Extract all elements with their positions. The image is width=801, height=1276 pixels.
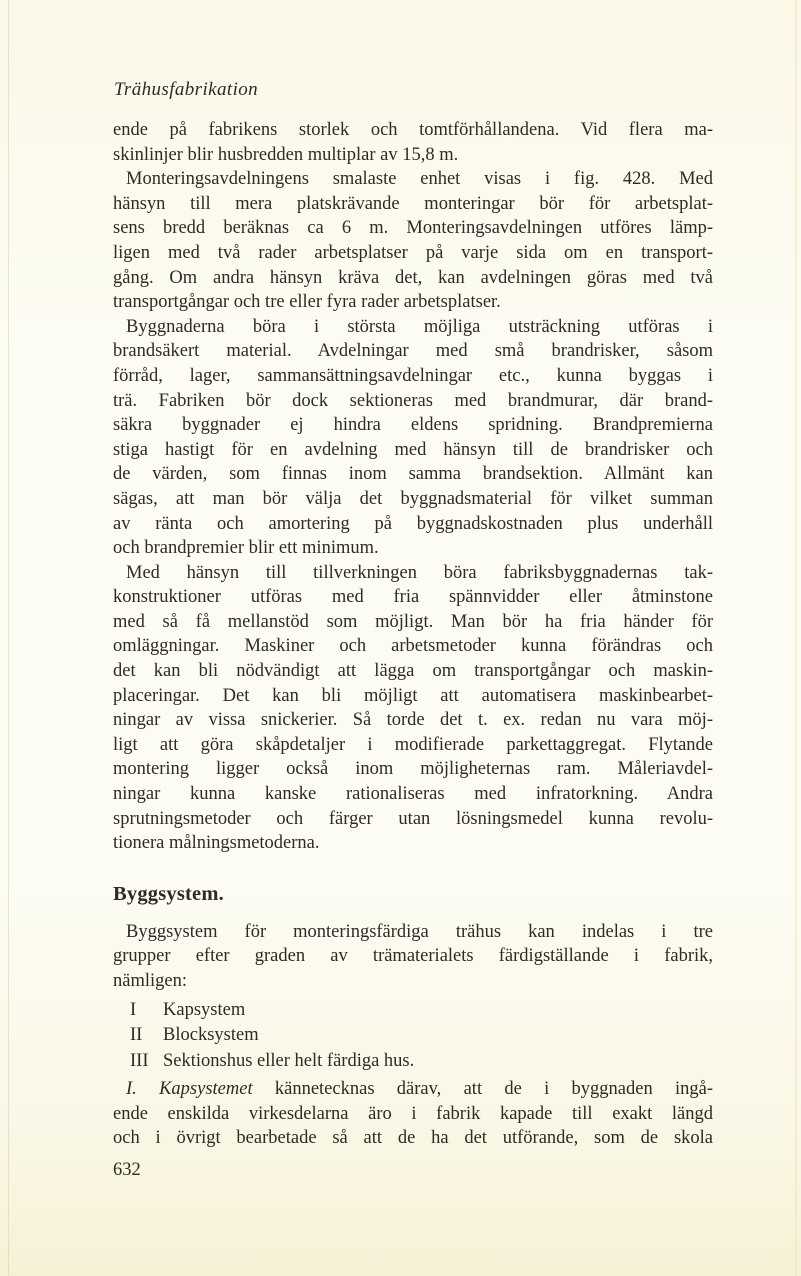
italic-lead: I. Kapsystemet (126, 1079, 253, 1100)
text-line: och i övrigt bearbetade så att de ha det utförande, som de skola (113, 1128, 713, 1149)
text-line: ende på fabrikens storlek och tomtförhållandena. Vid flera ma- (113, 120, 713, 140)
list-numeral: III (130, 1050, 149, 1071)
text-line: säkra byggnader ej hindra eldens spridning. Brandpremierna (113, 415, 713, 436)
paragraph (113, 315, 713, 561)
text-line: brandsäkert material. Avdelningar med små brandrisker, såsom (113, 341, 713, 362)
text-line: I. Kapsystemet kännetecknas därav, att de i byggnaden ingå- (126, 1079, 713, 1100)
text-line: ligt att göra skåpdetaljer i modifierade parkettaggregat. Flytande (113, 734, 713, 755)
text-line: med så få mellanstöd som möjligt. Man bör ha fria händer för (113, 611, 713, 632)
text-line: ningar kunna kanske rationaliseras med infratorkning. Andra (113, 784, 713, 805)
text-line: gång. Om andra hänsyn kräva det, kan avdelningen göras med två (113, 267, 713, 288)
paragraph (113, 920, 713, 994)
list-numeral: II (130, 1025, 143, 1046)
text-line: montering ligger också inom möjligheternas ram. Måleriavdel- (113, 759, 713, 780)
list-numeral: I (130, 999, 137, 1020)
paragraph (113, 118, 713, 167)
body-text (113, 118, 713, 1151)
text-line: Byggsystem för monteringsfärdiga trähus kan indelas i tre (126, 921, 713, 942)
text-line: omläggningar. Maskiner och arbetsmetoder kunna förändras och (113, 636, 713, 657)
text-line: förråd, lager, sammansättningsavdelningar etc., kunna byggas i (113, 365, 713, 386)
text-line: Monteringsavdelningens smalaste enhet visas i fig. 428. Med (126, 169, 713, 190)
list-label: Sektionshus eller helt färdiga hus. (163, 1050, 415, 1071)
building-system-list (113, 998, 713, 1075)
text-line: de värden, som finnas inom samma brandsektion. Allmänt kan (113, 464, 713, 485)
text-line: sprutningsmetoder och färger utan lösningsmedel kunna revolu- (113, 808, 713, 829)
text-line: hänsyn till mera platskrävande monteringar bör för arbetsplat- (113, 193, 713, 214)
page-number: 632 (113, 1160, 141, 1180)
text-line: det kan bli nödvändigt att lägga om transportgångar och maskin- (113, 661, 713, 682)
text-line: av ränta och amortering på byggnadskostnaden plus underhåll (113, 513, 713, 534)
text-line: sens bredd beräknas ca 6 m. Monteringsavdelningen utföres lämp- (113, 218, 713, 239)
text-line: skinlinjer blir husbredden multiplar av 15,8 m. (113, 144, 459, 165)
text-line: ligen med två rader arbetsplatser på varje sida om en transport- (113, 242, 713, 263)
paragraph (113, 167, 713, 315)
text-line: Byggnaderna böra i största möjliga utsträckning utföras i (126, 316, 713, 337)
paragraph-block-mid (113, 920, 713, 994)
text-line: ningar av vissa snickerier. Så torde det t. ex. redan nu vara möj- (113, 710, 713, 731)
paragraph (113, 561, 713, 856)
list-item (113, 998, 713, 1024)
list-item (113, 1023, 713, 1049)
list-label: Blocksystem (163, 1025, 259, 1046)
text-line: nämligen: (113, 971, 187, 991)
text-line: trä. Fabriken bör dock sektioneras med brandmurar, där brand- (113, 390, 713, 411)
paragraph-block-bottom (113, 1077, 713, 1151)
text-line: grupper efter graden av trämaterialets färdigställande i fabrik, (113, 946, 713, 967)
text-line: tionera målningsmetoderna. (113, 833, 320, 854)
section-heading: Byggsystem. (113, 882, 224, 905)
paragraph-block-top (113, 118, 713, 856)
text-line: konstruktioner utföras med fria spännvidder eller åtminstone (113, 587, 713, 608)
text-line: ende enskilda virkesdelarna äro i fabrik kapade till exakt längd (113, 1103, 713, 1124)
text-line: stiga hastigt för en avdelning med hänsyn till de brandrisker och (113, 439, 713, 460)
text-line: Med hänsyn till tillverkningen böra fabriksbyggnadernas tak- (126, 562, 713, 583)
list-label: Kapsystem (163, 999, 246, 1020)
running-head: Trähusfabrikation (114, 79, 259, 100)
list-item (113, 1049, 713, 1075)
text-line: och brandpremier blir ett minimum. (113, 538, 379, 559)
text-line: sägas, att man bör välja det byggnadsmaterial för vilket summan (113, 488, 713, 509)
paragraph (113, 1077, 713, 1151)
text-line: placeringar. Det kan bli möjligt att automatisera maskinbearbet- (113, 685, 713, 706)
text-line: transportgångar och tre eller fyra rader arbetsplatser. (113, 292, 501, 313)
